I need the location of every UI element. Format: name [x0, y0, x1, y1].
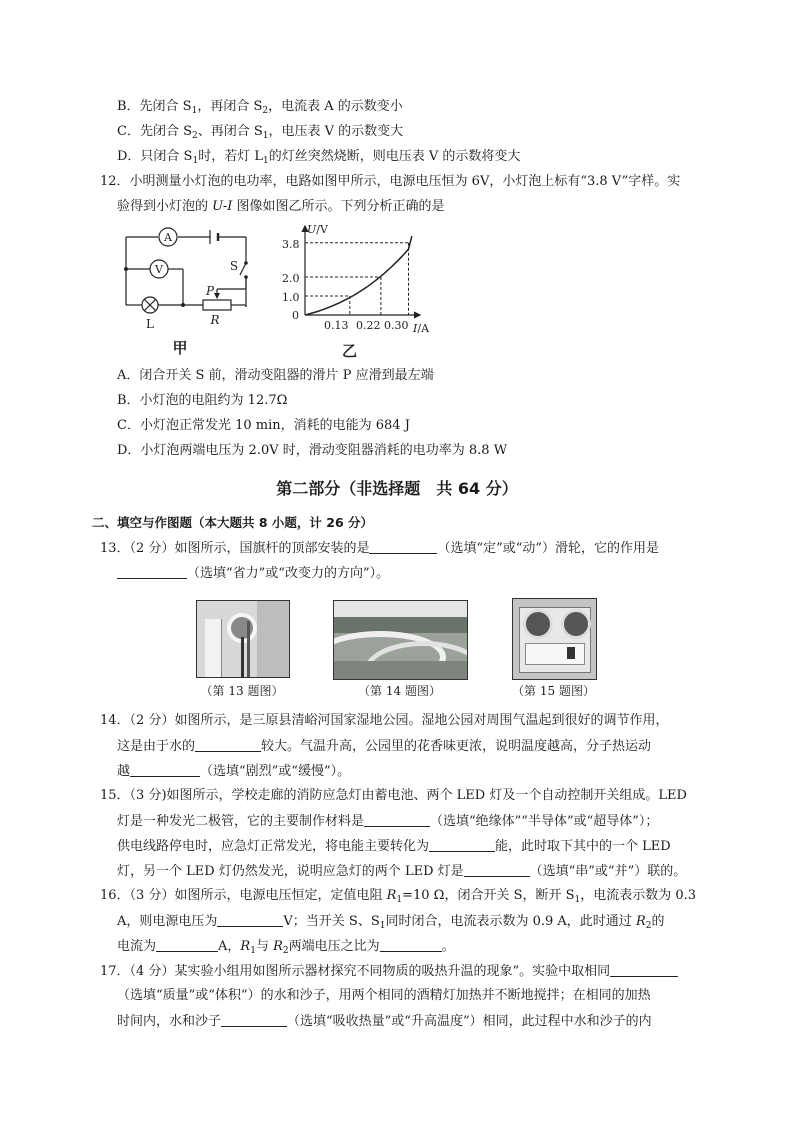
- q11-option-d: D．只闭合 $S_1$时，若灯 $L_1$的灯丝突然烧断，则电压表 V 的示数将变大: [117, 149, 521, 166]
- q16-line-1: 16．（3 分）如图所示，电源电压恒定，定值电阻 $R_1=10$ Ω，闭合开关 S，断开 $S_1$，电流表示数为 0.3: [100, 888, 697, 905]
- q17-line-1: 17．（4 分）某实验小组用如图所示器材探究不同物质的吸热升温的现象”。实验中取相同: [100, 962, 678, 981]
- q11-option-c: C．先闭合 $S_2$、再闭合 $S_1$，电压表 V 的示数变大: [117, 124, 404, 141]
- q12-option-c: C．小灯泡正常发光 10 min，消耗的电能为 684 J: [117, 418, 410, 433]
- answer-blank[interactable]: [610, 962, 678, 977]
- answer-blank[interactable]: [380, 937, 442, 952]
- section-2-heading: 二、填空与作图题（本大题共 8 小题，计 26 分）: [92, 515, 374, 530]
- emergency-light-photo: [512, 598, 597, 680]
- rheostat-label: R: [210, 313, 220, 327]
- q17-line-3: 时间内，水和沙子 （选填“吸收热量”或“升高温度”）相同，此过程中水和沙子的内: [117, 1014, 652, 1029]
- graph-origin: 0: [292, 309, 299, 322]
- part-2-title: 第二部分（非选择题 共 64 分）: [276, 479, 518, 498]
- graph-ylabel: U/V: [307, 223, 328, 236]
- fig14-caption: （第 14 题图）: [358, 684, 441, 698]
- ytick-2-0: 2.0: [282, 272, 300, 285]
- q15-line-1: 15．（3 分)如图所示，学校走廊的消防应急灯由蓄电池、两个 LED 灯及一个自动控制开关组成。LED: [100, 788, 687, 803]
- q15-line-2: 灯是一种发光二极管，它的主要制作材料是 （选填“绝缘体”“半导体”或“超导体”）；: [117, 814, 659, 829]
- xtick-0-13: 0.13: [324, 319, 349, 332]
- q12-option-d: D．小灯泡两端电压为 2.0V 时，滑动变阻器消耗的电功率为 8.8 W: [117, 443, 508, 458]
- answer-blank[interactable]: [130, 762, 200, 777]
- xtick-0-30: 0.30: [384, 319, 409, 332]
- q14-line-1: 14．（2 分）如图所示，是三原县清峪河国家湿地公园。湿地公园对周围气温起到很好的调节作用，: [100, 713, 669, 728]
- q13-line-1: 13．（2 分）如图所示，国旗杆的顶部安装的是 （选填“定”或“动”）滑轮，它的作用是: [100, 541, 660, 556]
- fig13-caption: （第 13 题图）: [200, 684, 284, 698]
- ammeter-label: A: [164, 231, 172, 244]
- ui-graph: [270, 218, 440, 363]
- ytick-1-0: 1.0: [282, 291, 300, 304]
- answer-blank[interactable]: [217, 912, 283, 927]
- ui-curve: [305, 236, 412, 315]
- q15-line-4: 灯，另一个 LED 灯仍然发光，说明应急灯的两个 LED 灯是 （选填“串”或“并”）联的。: [117, 864, 687, 879]
- q14-line-3: 越 （选填“剧烈”或“缓慢”）。: [117, 764, 351, 779]
- q13-line-2: （选填“省力”或“改变力的方向”）。: [117, 564, 389, 583]
- answer-blank[interactable]: [464, 862, 530, 877]
- flagpole-photo: [196, 600, 290, 678]
- answer-blank[interactable]: [195, 737, 261, 752]
- q12-line-2: 验得到小灯泡的 U-I 图像如图乙所示。下列分析正确的是: [117, 199, 445, 214]
- q16-line-3: 电流为 A，$R_1$与 $R_2$两端电压之比为 。: [117, 939, 455, 956]
- q12-option-a: A．闭合开关 S 前，滑动变阻器的滑片 P 应滑到最左端: [117, 368, 434, 383]
- q12-option-b: B．小灯泡的电阻约为 12.7Ω: [117, 393, 288, 408]
- q17-line-2: （选填“质量”或“体积”）的水和沙子，用两个相同的酒精灯加热并不断地搅拌；在相同的加热: [117, 988, 651, 1003]
- answer-blank[interactable]: [117, 564, 187, 579]
- ytick-3-8: 3.8: [282, 238, 300, 251]
- answer-blank[interactable]: [221, 1012, 287, 1027]
- q11-option-b: B．先闭合 $S_1$，再闭合 $S_2$，电流表 A 的示数变小: [117, 99, 403, 116]
- answer-blank[interactable]: [156, 937, 218, 952]
- q14-line-2: 这是由于水的 较大。气温升高，公园里的花香味更浓，说明温度越高，分子热运动: [117, 739, 652, 754]
- circuit-caption: 甲: [172, 339, 188, 357]
- xtick-0-22: 0.22: [356, 319, 381, 332]
- q15-line-3: 供电线路停电时，应急灯正常发光，将电能主要转化为 能，此时取下其中的一个 LED: [117, 839, 671, 854]
- q16-line-2: A，则电源电压为 V；当开关 S、$S_1$同时闭合，电流表示数为 0.9 A，此时通过 $R_2$的: [117, 914, 665, 931]
- slider-label: P: [205, 284, 215, 298]
- graph-xlabel: I/A: [413, 322, 430, 335]
- circuit-diagram: [118, 225, 258, 360]
- switch-label: S: [229, 259, 239, 273]
- answer-blank[interactable]: [364, 812, 430, 827]
- graph-caption: 乙: [342, 342, 358, 360]
- fig15-caption: （第 15 题图）: [512, 684, 595, 698]
- wetland-park-photo: [333, 600, 468, 680]
- answer-blank[interactable]: [369, 539, 437, 554]
- voltmeter-label: V: [155, 263, 163, 276]
- q12-line-1: 12．小明测量小灯泡的电功率，电路如图甲所示，电源电压恒为 6V，小灯泡上标有“3.8 V”字样。实: [100, 174, 681, 189]
- answer-blank[interactable]: [429, 837, 495, 852]
- lamp-label: L: [146, 317, 154, 331]
